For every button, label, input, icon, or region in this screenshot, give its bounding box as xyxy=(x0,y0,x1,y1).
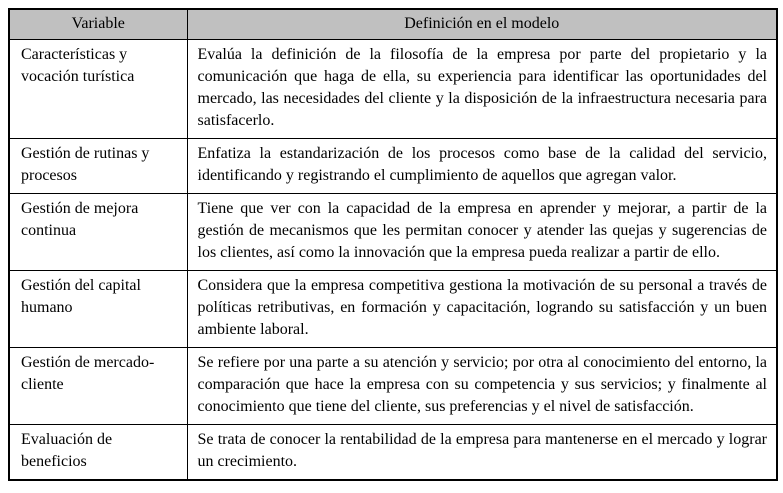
table-row xyxy=(9,348,777,425)
variable-cell: Gestión de rutinas y procesos xyxy=(9,139,187,194)
definition-cell: Se refiere por una parte a su atención y servicio; por otra al conocimiento del entorno, la comparación que hace la empresa con su competencia y sus servicios; y finalmente al conocimiento que tiene del cliente, sus preferencias y el nivel de satisfacción. xyxy=(187,348,777,425)
table-row xyxy=(9,194,777,271)
header-row xyxy=(9,9,777,40)
variables-definition-table xyxy=(8,8,778,481)
variable-cell: Gestión de mercado-cliente xyxy=(9,348,187,425)
definition-cell: Considera que la empresa competitiva gestiona la motivación de su personal a través de políticas retributivas, en formación y capacitación, logrando su satisfacción y un buen ambiente laboral. xyxy=(187,271,777,348)
table-body xyxy=(9,40,777,481)
table-row xyxy=(9,271,777,348)
variable-cell: Gestión del capital humano xyxy=(9,271,187,348)
table-row xyxy=(9,40,777,139)
header-cell-definition: Definición en el modelo xyxy=(187,9,777,40)
table-header xyxy=(9,9,777,40)
header-cell-variable: Variable xyxy=(9,9,187,40)
definition-cell: Enfatiza la estandarización de los procesos como base de la calidad del servicio, identificando y registrando el cumplimiento de aquellos que agregan valor. xyxy=(187,139,777,194)
definition-cell: Se trata de conocer la rentabilidad de la empresa para mantenerse en el mercado y lograr un crecimiento. xyxy=(187,425,777,481)
table-row xyxy=(9,425,777,481)
table-row xyxy=(9,139,777,194)
definition-cell: Tiene que ver con la capacidad de la empresa en aprender y mejorar, a partir de la gestión de mecanismos que les permitan conocer y atender las quejas y sugerencias de los clientes, así como la innovación que la empresa pueda realizar a partir de ello. xyxy=(187,194,777,271)
variable-cell: Características y vocación turística xyxy=(9,40,187,139)
variable-cell: Gestión de mejora continua xyxy=(9,194,187,271)
definition-cell: Evalúa la definición de la filosofía de la empresa por parte del propietario y la comunicación que haga de ella, su experiencia para identificar las oportunidades del mercado, las necesidades del cliente y la disposición de la infraestructura necesaria para satisfacerlo. xyxy=(187,40,777,139)
variable-cell: Evaluación de beneficios xyxy=(9,425,187,481)
